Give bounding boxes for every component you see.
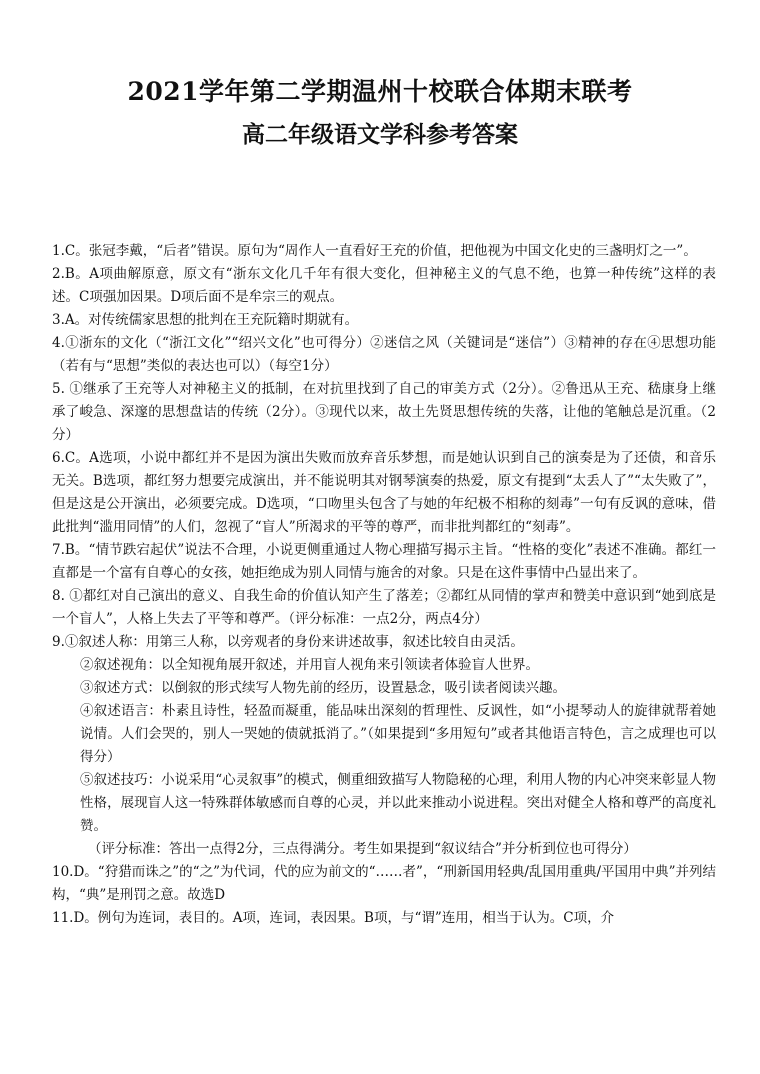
answer-2: 2.B。A项曲解原意，原文有“浙东文化几千年有很大变化，但神秘主义的气息不绝，也算一种传统”这样的表述。C项强加因果。D项后面不是牟宗三的观点。 xyxy=(52,266,716,305)
answer-9-point-3: ③叙述方式：以倒叙的形式续写人物先前的经历，设置悬念，吸引读者阅读兴趣。 xyxy=(80,680,566,696)
answer-9-point-4: ④叙述语言：朴素且诗性，轻盈而凝重，能品味出深刻的哲理性、反讽性，如“小提琴动人的旋律就帮着她说情。人们会哭的，别人一哭她的债就抵消了。”（如果提到“多用短句”或者其他语言特色，言之成理也可以得分） xyxy=(80,703,716,765)
document-subtitle: 高二年级语文学科参考答案 xyxy=(242,121,518,148)
answer-content xyxy=(52,240,716,930)
answer-4: 4.①浙东的文化（“浙江文化”“绍兴文化”也可得分）②迷信之风（关键词是“迷信”）③精神的存在④思想功能（若有与“思想”类似的表达也可以）（每空1分） xyxy=(52,335,716,374)
answer-3: 3.A。对传统儒家思想的批判在王充阮籍时期就有。 xyxy=(52,312,359,328)
answer-8: 8. ①都红对自己演出的意义、自我生命的价值认知产生了落差；②都红从同情的掌声和赞美中意识到“她到底是一个盲人”，人格上失去了平等和尊严。（评分标准：一点2分，两点4分） xyxy=(52,588,716,627)
document-title: 2021学年第二学期温州十校联合体期末联考 xyxy=(127,77,633,106)
answer-9-point-2: ②叙述视角：以全知视角展开叙述，并用盲人视角来引领读者体验盲人世界。 xyxy=(80,657,539,673)
answer-9-point-5: ⑤叙述技巧：小说采用“心灵叙事”的模式，侧重细致描写人物隐秘的心理，利用人物的内心冲突来彰显人物性格，展现盲人这一特殊群体敏感而自尊的心灵，并以此来推动小说进程。突出对健全人格和尊严的高度礼赞。 xyxy=(80,772,716,834)
answer-5: 5. ①继承了王充等人对神秘主义的抵制，在对抗里找到了自己的审美方式（2分）。②鲁迅从王充、嵇康身上继承了峻急、深邃的思想盘诘的传统（2分）。③现代以来，故土先贤思想传统的失落，让他的笔触总是沉重。（2分） xyxy=(52,381,716,443)
answer-7: 7.B。“情节跌宕起伏”说法不合理，小说更侧重通过人物心理描写揭示主旨。“性格的变化”表述不准确。都红一直都是一个富有自尊心的女孩，她拒绝成为别人同情与施舍的对象。只是在这件事情中凸显出来了。 xyxy=(52,542,716,581)
answer-10: 10.D。“狩猎而诛之”的“之”为代词，代的应为前文的“……者”，“刑新国用轻典/乱国用重典/平国用中典”并列结构，“典”是刑罚之意。故选D xyxy=(52,864,716,903)
answer-9: 9.①叙述人称：用第三人称，以旁观者的身份来讲述故事，叙述比较自由灵活。 xyxy=(52,634,524,650)
answer-9-scoring: （评分标准：答出一点得2分，三点得满分。考生如果提到“叙议结合”并分析到位也可得分） xyxy=(88,841,637,857)
answer-1: 1.C。张冠李戴，“后者”错误。原句为“周作人一直看好王充的价值，把他视为中国文化史的三盏明灯之一”。 xyxy=(52,243,697,259)
answer-6: 6.C。A选项，小说中都红并不是因为演出失败而放弃音乐梦想，而是她认识到自己的演奏是为了还债，和音乐无关。B选项，都红努力想要完成演出，并不能说明其对钢琴演奏的热爱，原文有提到“太丢人了”“太失败了”，但是这是公开演出，必须要完成。D选项，“口吻里头包含了与她的年纪极不相称的刻毒”一句有反讽的意味，借此批判“滥用同情”的人们，忽视了“盲人”所渴求的平等的尊严，而非批判都红的“刻毒”。 xyxy=(52,450,716,535)
answer-11: 11.D。例句为连词，表目的。A项，连词，表因果。B项，与“谓”连用，相当于认为。C项，介 xyxy=(52,910,615,926)
